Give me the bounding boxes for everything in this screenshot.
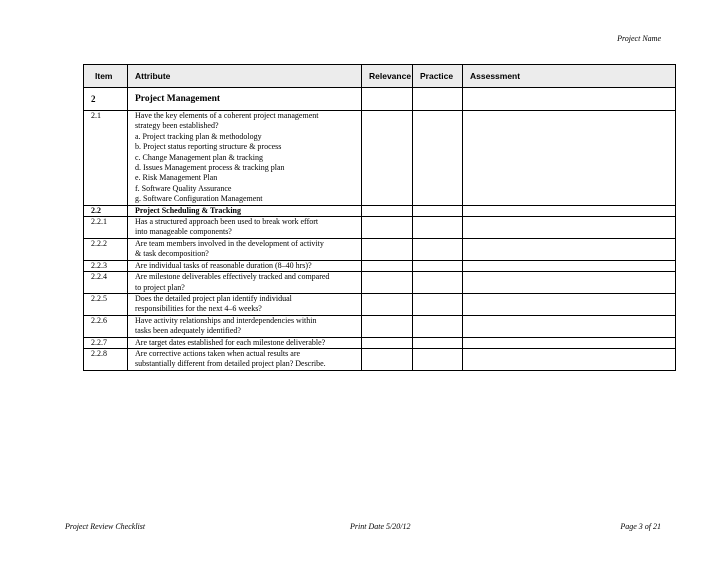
table-row [84,293,676,315]
table-row [84,111,676,206]
attribute-text: & task decomposition? [135,249,209,259]
attribute-cell [128,293,362,315]
item-number: 2.2.5 [84,293,128,315]
attribute-text: into manageable components? [135,227,232,237]
column-header-relevance: Relevance [362,65,413,88]
assessment-cell [463,111,676,206]
attribute-cell [128,337,362,348]
relevance-cell [362,205,413,216]
attribute-cell [128,205,362,216]
practice-cell [413,348,463,370]
relevance-cell [362,315,413,337]
attribute-text: Has a structured approach been used to break work effort [135,217,319,227]
attribute-text: c. Change Management plan & tracking [135,152,263,162]
attribute-text: substantially different from detailed project plan? Describe. [135,359,326,369]
attribute-cell [128,348,362,370]
relevance-cell [362,272,413,294]
attribute-cell [128,260,362,271]
assessment-cell [463,315,676,337]
table-header-row [84,65,676,88]
relevance-cell [362,348,413,370]
item-number: 2.2.3 [84,260,128,271]
attribute-text: a. Project tracking plan & methodology [135,131,262,141]
attribute-cell [128,238,362,260]
practice-cell [413,293,463,315]
assessment-cell [463,272,676,294]
attribute-text: Are milestone deliverables effectively tracked and compared [135,272,330,282]
relevance-cell [362,88,413,111]
table-row [84,315,676,337]
table-row [84,348,676,370]
attribute-text: f. Software Quality Assurance [135,183,232,193]
section-row [84,88,676,111]
practice-cell [413,337,463,348]
attribute-text: Are target dates established for each milestone deliverable? [135,337,326,347]
attribute-text: Does the detailed project plan identify individual [135,293,292,303]
practice-cell [413,217,463,239]
table-row [84,272,676,294]
attribute-text: Are team members involved in the development of activity [135,238,324,248]
attribute-text: e. Risk Management Plan [135,173,218,183]
relevance-cell [362,260,413,271]
relevance-cell [362,293,413,315]
item-number: 2.2.1 [84,217,128,239]
attribute-cell [128,315,362,337]
item-number: 2.2.6 [84,315,128,337]
attribute-text: tasks been adequately identified? [135,326,241,336]
attribute-text: d. Issues Management process & tracking plan [135,163,285,173]
table-row [84,238,676,260]
attribute-text: g. Software Configuration Management [135,194,263,204]
attribute-text: Project Scheduling & Tracking [135,205,241,215]
assessment-cell [463,348,676,370]
footer-page-number: Page 3 of 21 [620,522,661,531]
attribute-cell [128,88,362,111]
item-number: 2.2.7 [84,337,128,348]
item-number: 2.2 [84,205,128,216]
assessment-cell [463,293,676,315]
relevance-cell [362,238,413,260]
practice-cell [413,88,463,111]
attribute-text: Have the key elements of a coherent project management [135,111,319,120]
column-header-assessment: Assessment [463,65,676,88]
relevance-cell [362,217,413,239]
relevance-cell [362,111,413,206]
attribute-text: Have activity relationships and interdependencies within [135,315,317,325]
attribute-text: Are corrective actions taken when actual results are [135,348,301,358]
column-header-item: Item [84,65,128,88]
attribute-text: responsibilities for the next 4–6 weeks? [135,304,262,314]
attribute-cell [128,217,362,239]
column-header-practice: Practice [413,65,463,88]
attribute-text: to project plan? [135,282,185,292]
item-number: 2 [84,88,128,111]
attribute-text: Project Management [135,93,221,104]
attribute-text: Are individual tasks of reasonable duration (8–40 hrs)? [135,260,312,270]
assessment-cell [463,337,676,348]
item-number: 2.1 [84,111,128,206]
practice-cell [413,315,463,337]
item-number: 2.2.8 [84,348,128,370]
practice-cell [413,272,463,294]
footer-document-title: Project Review Checklist [65,522,146,531]
section-row [84,205,676,216]
practice-cell [413,260,463,271]
practice-cell [413,205,463,216]
assessment-cell [463,217,676,239]
table-row [84,260,676,271]
attribute-cell [128,111,362,206]
attribute-text: strategy been established? [135,121,219,131]
footer-print-date: Print Date 5/20/12 [350,522,411,531]
practice-cell [413,238,463,260]
item-number: 2.2.4 [84,272,128,294]
checklist-table [83,64,676,371]
checklist-body [84,88,676,371]
project-name-header: Project Name [617,34,661,43]
assessment-cell [463,205,676,216]
relevance-cell [362,337,413,348]
assessment-cell [463,88,676,111]
assessment-cell [463,238,676,260]
assessment-cell [463,260,676,271]
practice-cell [413,111,463,206]
table-row [84,337,676,348]
table-row [84,217,676,239]
column-header-attribute: Attribute [128,65,362,88]
attribute-cell [128,272,362,294]
item-number: 2.2.2 [84,238,128,260]
attribute-text: b. Project status reporting structure & process [135,142,282,152]
